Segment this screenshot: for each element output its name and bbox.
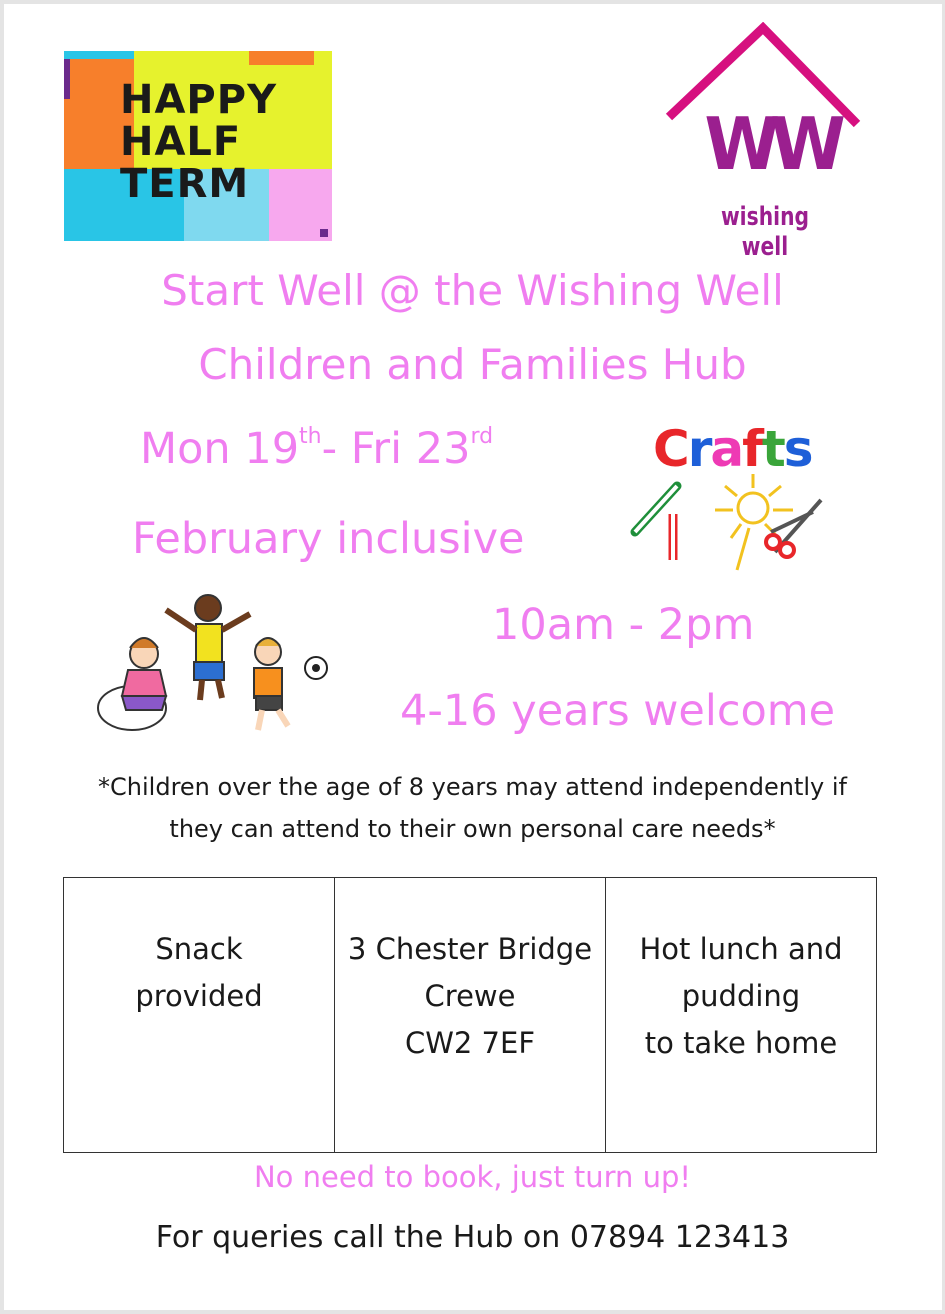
info-cell-address	[335, 878, 606, 1153]
children-icon	[92, 592, 342, 742]
no-booking-note: No need to book, just turn up!	[253, 1160, 692, 1194]
logo-text-line: HALF	[120, 119, 242, 165]
date-end: - Fri 23	[321, 424, 471, 474]
info-table	[63, 877, 877, 1153]
crafts-label: Crafts	[653, 420, 812, 478]
info-cell-snack	[64, 878, 335, 1153]
cell-line: Crewe	[424, 979, 516, 1013]
crafts-illustration	[625, 420, 825, 580]
cell-line: 3 Chester Bridge	[347, 932, 593, 966]
cell-line: Snack	[155, 932, 243, 966]
children-playing-illustration	[92, 592, 342, 742]
crayons-sun-scissors-icon	[625, 420, 825, 580]
cell-line: pudding	[681, 979, 801, 1013]
note-line: they can attend to their own personal care needs*	[169, 815, 776, 843]
age-range: 4-16 years welcome	[400, 686, 836, 736]
cell-line: CW2 7EF	[404, 1026, 536, 1060]
supervision-note	[40, 766, 905, 850]
date-start: Mon 19	[140, 424, 300, 474]
title-line-2: Children and Families Hub	[198, 340, 747, 389]
table-row	[64, 878, 877, 1153]
note-line: *Children over the age of 8 years may attend independently if	[98, 773, 847, 801]
logo-letters: WW	[704, 102, 837, 186]
contact-line: For queries call the Hub on 07894 123413	[155, 1220, 790, 1255]
logo-text-line: TERM	[120, 161, 250, 207]
date-month: February inclusive	[132, 514, 525, 564]
date-range	[140, 424, 493, 474]
info-cell-lunch	[606, 878, 877, 1153]
cell-line: to take home	[644, 1026, 838, 1060]
wishing-well-logo	[665, 22, 865, 262]
logo-name: wishing well	[720, 202, 810, 262]
cell-line: provided	[135, 979, 263, 1013]
happy-half-term-logo	[64, 51, 332, 241]
title-line-1: Start Well @ the Wishing Well	[161, 266, 784, 315]
cell-line: Hot lunch and	[639, 932, 843, 966]
date-suffix: rd	[470, 424, 494, 449]
session-time: 10am - 2pm	[492, 600, 755, 650]
logo-text-line: HAPPY	[120, 77, 278, 123]
date-suffix: th	[299, 424, 322, 449]
